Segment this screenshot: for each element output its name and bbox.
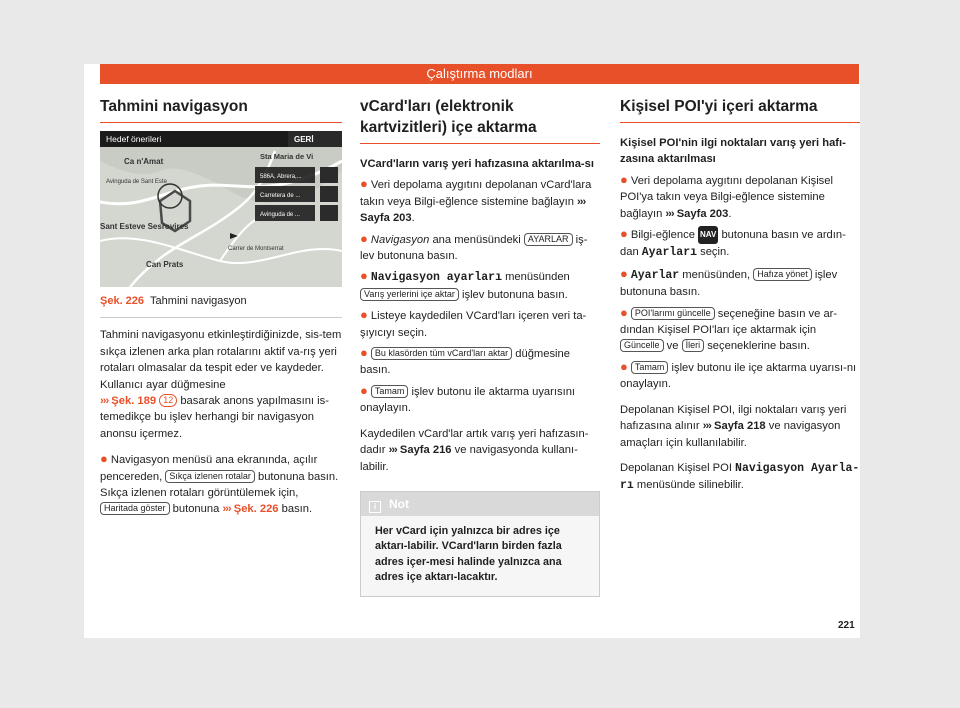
- bullet-icon: ●: [620, 304, 628, 320]
- text: seçin.: [700, 246, 730, 259]
- bullet-item: [360, 383, 600, 417]
- text: seçeneğine basın ve ar-dından Kişisel POI'ları içe aktarmak için: [620, 307, 838, 337]
- paragraph: [620, 402, 860, 451]
- figure-caption: [100, 293, 342, 318]
- navigation-map-figure: [100, 131, 342, 287]
- next-button[interactable]: İleri: [682, 339, 705, 352]
- ok-button[interactable]: Tamam: [631, 361, 669, 374]
- page-link[interactable]: Sayfa 218: [714, 420, 766, 433]
- callout-number: 12: [159, 394, 177, 407]
- import-all-vcards-button[interactable]: Bu klasörden tüm vCard'ları aktar: [371, 347, 512, 360]
- note-header: [361, 492, 599, 516]
- text: iş-lev butonuna basın.: [360, 233, 588, 263]
- map-svg: [100, 131, 342, 287]
- map-title: Hedef önerileri: [106, 134, 162, 144]
- figure-link[interactable]: Şek. 226: [233, 503, 279, 516]
- menu-name: Navigasyon ayarları: [370, 271, 502, 285]
- text: Kaydedilen vCard'lar artık varış yeri hafızasın-dadır: [360, 427, 589, 457]
- map-list-item-2[interactable]: Carretera de ...: [260, 193, 301, 199]
- bullet-item: [100, 451, 342, 518]
- section-heading: Tahmini navigasyon: [100, 96, 342, 123]
- paragraph: [360, 426, 600, 475]
- text: Bilgi-eğlence: [630, 229, 695, 242]
- bullet-item: [360, 231, 600, 265]
- arrow-icon: ›››: [388, 444, 397, 457]
- show-on-map-button[interactable]: Haritada göster: [100, 502, 170, 515]
- note-box: [360, 491, 600, 597]
- paragraph: [620, 460, 860, 495]
- text: Tahmini navigasyonu etkinleştirdiğinizde, sis-tem sıkça izlenen arka plan rotalarını aktif va-rış yeri rotaları olmasalar da tespit eder ve kaydeder. Kullanıcı ayar düğmesine: [100, 329, 342, 391]
- map-list-item-1[interactable]: 586A, Abrera,...: [260, 174, 302, 180]
- bullet-item: [620, 305, 860, 355]
- text: ve navigasyonda kullanı-labilir.: [360, 444, 578, 473]
- bullet-item: [360, 345, 600, 379]
- text: işlev butonuna basın.: [620, 268, 838, 299]
- bullet-item: ● Veri depolama aygıtını depolanan Kişisel POI'ya takın veya Bilgi-eğlence sistemine bağlayın ››› Sayfa 203.: [620, 171, 833, 220]
- bullet-icon: ●: [360, 382, 368, 398]
- text: işlev butonu ile içe aktarma uyarısı-nı onaylayın.: [620, 361, 857, 391]
- map-place-3: Avinguda de Sant Este: [106, 179, 167, 185]
- map-place-6: Carrer de Montserrat: [228, 246, 284, 252]
- arrow-icon: ›››: [702, 420, 711, 433]
- text: menüsünden,: [682, 268, 751, 281]
- bullet-icon: ●: [360, 176, 368, 192]
- bullet-item: [620, 266, 860, 301]
- map-place-4: Sant Esteve Sesrovires: [100, 222, 189, 231]
- bullet-icon: ●: [360, 268, 368, 284]
- text: butonuna basın ve ardın-dan: [620, 229, 846, 259]
- bullet-icon: ●: [360, 345, 368, 361]
- column-predictive-navigation: [100, 96, 342, 520]
- note-title: Not: [389, 496, 409, 511]
- frequent-routes-button[interactable]: Sıkça izlenen rotalar: [165, 470, 255, 483]
- arrow-icon: ›››: [577, 195, 586, 208]
- bullet-icon: ●: [620, 226, 628, 242]
- menu-name: Ayarlar: [630, 268, 680, 282]
- text: Veri depolama aygıtını depolanan vCard'lara takın veya Bilgi-eğlence sistemine bağlayın: [360, 179, 592, 208]
- caption-label: Şek. 226: [100, 295, 145, 307]
- settings-button[interactable]: AYARLAR: [524, 233, 573, 246]
- menu-name: Navigasyon Ayarla-rı: [620, 461, 860, 493]
- text: düğmesine basın.: [360, 348, 570, 377]
- info-icon: i: [369, 501, 381, 513]
- bullet-item: [360, 307, 600, 341]
- arrow-icon: ›››: [222, 503, 231, 516]
- map-back-button[interactable]: GERİ: [294, 135, 314, 144]
- paragraph: [100, 327, 342, 442]
- text: Listeye kaydedilen VCard'ları içeren veri ta-şıyıcıyı seçin.: [360, 310, 587, 339]
- bullet-item: [360, 268, 600, 303]
- section-heading: Kişisel POI'yi içeri aktarma: [620, 96, 860, 123]
- text: işlev butonu ile aktarma uyarısını onaylayın.: [360, 385, 576, 415]
- subheading: Kişisel POI'nin ilgi noktaları varış yeri hafı-zasına aktarılması: [620, 137, 846, 166]
- ok-button[interactable]: Tamam: [371, 385, 409, 398]
- chapter-header: Çalıştırma modları: [100, 64, 859, 84]
- column-poi-import: [620, 96, 860, 497]
- bullet-icon: ●: [360, 230, 368, 246]
- bullet-icon: ●: [360, 307, 368, 323]
- text: işlev butonuna basın.: [461, 288, 568, 301]
- bullet-icon: ●: [620, 265, 628, 281]
- bullet-item: ● Veri depolama aygıtını depolanan vCard'lara takın veya Bilgi-eğlence sistemine bağlayın ››› Sayfa 203.: [360, 176, 592, 225]
- text: menüsünden: [505, 271, 570, 284]
- import-destinations-button[interactable]: Varış yerlerini içe aktar: [360, 288, 459, 301]
- map-place-2: Sta Maria de Vi: [260, 152, 314, 161]
- note-body: Her vCard için yalnızca bir adres içe aktarı-labilir. VCard'ların birden fazla adres içer-mesi halinde yalnızca ana adres içe aktarı-lacaktır.: [375, 524, 562, 584]
- page-link[interactable]: Sayfa 203: [676, 207, 729, 220]
- update-poi-button[interactable]: POI'larımı güncelle: [631, 307, 715, 320]
- page-link[interactable]: Sayfa 203: [360, 212, 412, 225]
- text: butonuna: [172, 503, 220, 516]
- text: ve navigasyon amaçları için kullanılabilir.: [620, 420, 841, 449]
- text: Depolanan Kişisel POI: [620, 461, 732, 474]
- section-heading: vCard'ları (elektronik kartvizitleri) içe aktarma: [360, 96, 600, 144]
- page-number: 221: [838, 620, 855, 631]
- caption-text: Tahmini navigasyon: [150, 295, 247, 307]
- column-vcard-import: [360, 96, 600, 597]
- text: seçeneklerine basın.: [707, 340, 810, 353]
- manage-memory-button[interactable]: Hafıza yönet: [753, 268, 812, 281]
- text: basarak anons yapılmasını is-temedikçe bu işlev herhangi bir navigasyon anonsu içermez.: [100, 395, 329, 440]
- bullet-item: [620, 226, 860, 262]
- text: Depolanan Kişisel POI, ilgi noktaları varış yeri hafızasına alınır: [620, 403, 847, 433]
- nav-button-icon[interactable]: NAV: [698, 226, 718, 244]
- page-link[interactable]: Sayfa 216: [399, 444, 452, 457]
- text: ana menüsündeki: [432, 233, 521, 246]
- text: basın.: [281, 503, 313, 516]
- figure-link[interactable]: Şek. 189: [111, 395, 157, 408]
- bullet-item: [620, 359, 860, 393]
- bullet-icon: ●: [620, 171, 628, 187]
- menu-name: Ayarları: [641, 246, 697, 260]
- arrow-icon: ›››: [100, 395, 109, 408]
- text: menüsünde silinebilir.: [636, 479, 744, 492]
- subheading: VCard'ların varış yeri hafızasına aktarılma-sı: [360, 158, 594, 170]
- map-list-item-3[interactable]: Avinguda de ...: [260, 212, 300, 218]
- map-place-1: Ca n'Amat: [124, 157, 164, 166]
- update-button[interactable]: Güncelle: [620, 339, 664, 352]
- map-place-5: Can Prats: [146, 260, 184, 269]
- text: Navigasyon menüsü ana ekranında, açılır pencereden,: [100, 454, 318, 483]
- text: Veri depolama aygıtını depolanan Kişisel POI'ya takın veya Bilgi-eğlence sistemine bağlayın: [620, 174, 833, 220]
- text: butonuna basın. Sıkça izlenen rotaları görüntülemek için,: [100, 470, 339, 500]
- bullet-icon: ●: [620, 358, 628, 374]
- text: ve: [666, 340, 679, 353]
- arrow-icon: ›››: [665, 207, 674, 220]
- bullet-icon: ●: [100, 451, 108, 467]
- text: Navigasyon: [370, 233, 430, 246]
